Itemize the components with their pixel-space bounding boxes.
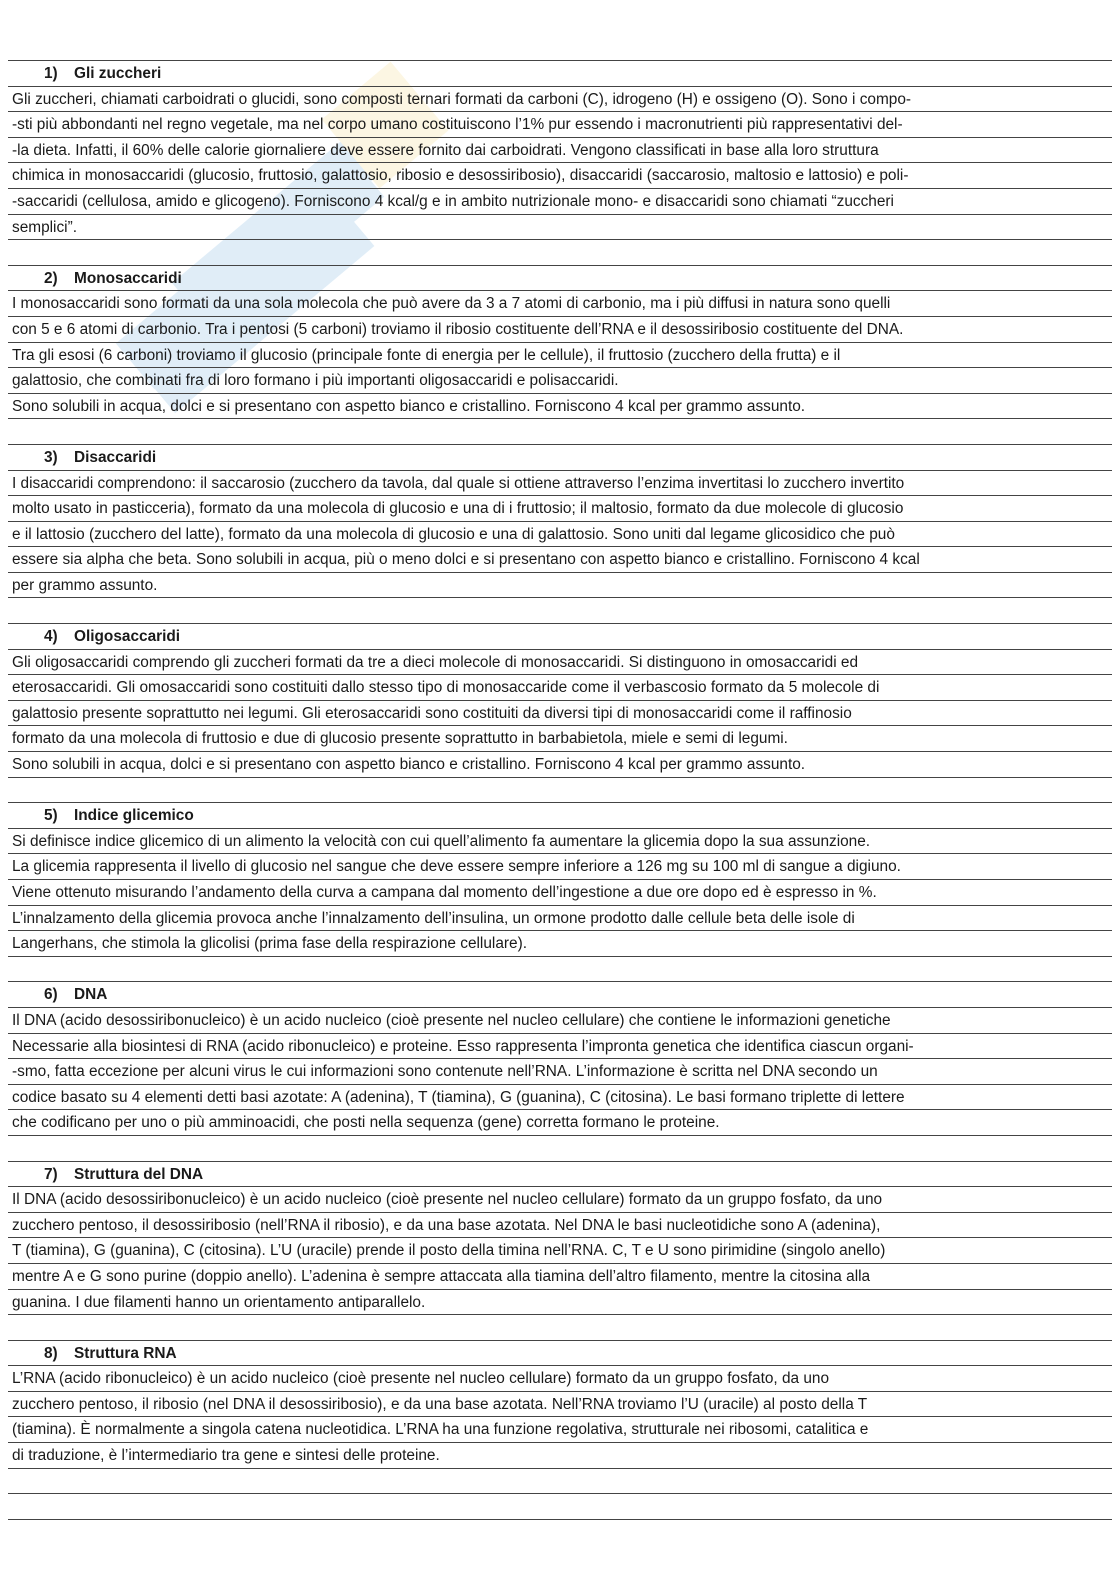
text-line: Il DNA (acido desossiribonucleico) è un acido nucleico (cioè presente nel nucleo cellulare) che contiene le informazioni genetiche [8,1008,1112,1034]
blank-row [8,778,1112,804]
section-title: Indice glicemico [74,807,194,825]
text-line: essere sia alpha che beta. Sono solubili in acqua, più o meno dolci e si presentano con aspetto bianco e cristallino. Forniscono 4 kcal [8,547,1112,573]
section-heading [8,1162,1112,1188]
text-line: Gli zuccheri, chiamati carboidrati o glucidi, sono composti ternari formati da carboni (C), idrogeno (H) e ossigeno (O). Sono i compo- [8,87,1112,113]
section-title: Monosaccaridi [74,269,182,287]
text-line: che codificano per uno o più amminoacidi, che posti nella sequenza (gene) corretta formano le proteine. [8,1110,1112,1136]
text-line: Gli oligosaccaridi comprendo gli zuccheri formati da tre a dieci molecole di monosaccaridi. Si distinguono in omosaccaridi ed [8,650,1112,676]
text-line: -sti più abbondanti nel regno vegetale, ma nel corpo umano costituiscono l’1% pur essendo i macronutrienti più rappresentativi del- [8,112,1112,138]
section-heading [8,1341,1112,1367]
text-line: mentre A e G sono purine (doppio anello). L’adenina è sempre attaccata alla tiamina dell’altro filamento, mentre la citosina alla [8,1264,1112,1290]
text-line: codice basato su 4 elementi detti basi azotate: A (adenina), T (tiamina), G (guanina), C (citosina). Le basi formano triplette di lettere [8,1085,1112,1111]
text-line: T (tiamina), G (guanina), C (citosina). L’U (uracile) prende il posto della timina nell’RNA. C, T e U sono pirimidine (singolo anello) [8,1238,1112,1264]
text-line: Tra gli esosi (6 carboni) troviamo il glucosio (principale fonte di energia per le cellule), il fruttosio (zucchero della frutta) e il [8,343,1112,369]
text-line: galattosio, che combinati fra di loro formano i più importanti oligosaccaridi e polisaccaridi. [8,368,1112,394]
section-number: 2) [44,269,58,287]
text-line: chimica in monosaccaridi (glucosio, fruttosio, galattosio, ribosio e desossiribosio), disaccaridi (saccarosio, maltosio e lattosio) e poli- [8,163,1112,189]
section-title: Oligosaccaridi [74,628,181,646]
section-heading [8,982,1112,1008]
text-line: Il DNA (acido desossiribonucleico) è un acido nucleico (cioè presente nel nucleo cellulare) formato da un gruppo fosfato, da uno [8,1187,1112,1213]
blank-row [8,598,1112,624]
section-heading [8,61,1112,87]
text-line: L’innalzamento della glicemia provoca anche l’innalzamento dell’insulina, un ormone prodotto dalle cellule beta delle isole di [8,906,1112,932]
text-line: Viene ottenuto misurando l’andamento della curva a campana dal momento dell’ingestione a due ore dopo ed è espresso in %. [8,880,1112,906]
text-line: con 5 e 6 atomi di carbonio. Tra i pentosi (5 carboni) troviamo il ribosio costituente dell’RNA e il desossiribosio costituente del DNA. [8,317,1112,343]
section-heading [8,803,1112,829]
text-line: (tiamina). È normalmente a singola catena nucleotidica. L’RNA ha una funzione regolativa, strutturale nei ribosomi, catalitica e [8,1417,1112,1443]
text-line: Langerhans, che stimola la glicolisi (prima fase della respirazione cellulare). [8,931,1112,957]
text-line: Necessarie alla biosintesi di RNA (acido ribonucleico) e proteine. Esso rappresenta l’impronta genetica che identifica ciascun organi- [8,1034,1112,1060]
blank-row [8,240,1112,266]
blank-row [8,1315,1112,1341]
text-line: I disaccaridi comprendono: il saccarosio (zucchero da tavola, dal quale si ottiene attraverso l’enzima invertitasi lo zucchero invertito [8,471,1112,497]
section-number: 8) [44,1344,58,1362]
document-table [8,60,1112,1520]
section-title: Disaccaridi [74,448,157,466]
text-line: e il lattosio (zucchero del latte), formato da una molecola di glucosio e una di galattosio. Sono uniti dal legame glicosidico che può [8,522,1112,548]
section-title: DNA [74,986,108,1004]
text-line: di traduzione, è l’intermediario tra gene e sintesi delle proteine. [8,1443,1112,1469]
text-line: -saccaridi (cellulosa, amido e glicogeno). Forniscono 4 kcal/g e in ambito nutrizionale mono- e disaccaridi sono chiamati “zuccheri [8,189,1112,215]
section-title: Gli zuccheri [74,65,162,82]
section-heading [8,266,1112,292]
blank-row [8,1136,1112,1162]
text-line: formato da una molecola di fruttosio e due di glucosio presente soprattutto in barbabietola, miele e semi di legumi. [8,726,1112,752]
text-line: zucchero pentoso, il ribosio (nel DNA il desossiribosio), e da una base azotata. Nell’RNA troviamo l’U (uracile) al posto della T [8,1392,1112,1418]
blank-row [8,419,1112,445]
text-line: semplici”. [8,215,1112,241]
text-line: zucchero pentoso, il desossiribosio (nell’RNA il ribosio), e da una base azotata. Nel DNA le basi nucleotidiche sono A (adenina), [8,1213,1112,1239]
text-line: guanina. I due filamenti hanno un orientamento antiparallelo. [8,1290,1112,1316]
blank-row [8,1469,1112,1495]
text-line: Sono solubili in acqua, dolci e si presentano con aspetto bianco e cristallino. Forniscono 4 kcal per grammo assunto. [8,752,1112,778]
blank-row [8,1494,1112,1520]
blank-row [8,957,1112,983]
text-line: Sono solubili in acqua, dolci e si presentano con aspetto bianco e cristallino. Forniscono 4 kcal per grammo assunto. [8,394,1112,420]
section-heading [8,445,1112,471]
text-line: eterosaccaridi. Gli omosaccaridi sono costituiti dallo stesso tipo di monosaccaride come il verbascosio formato da 5 molecole di [8,675,1112,701]
text-line: I monosaccaridi sono formati da una sola molecola che può avere da 3 a 7 atomi di carbonio, ma i più diffusi in natura sono quelli [8,291,1112,317]
section-number: 4) [44,628,58,646]
section-number: 5) [44,807,58,825]
text-line: per grammo assunto. [8,573,1112,599]
text-line: Si definisce indice glicemico di un alimento la velocità con cui quell’alimento fa aumentare la glicemia dopo la sua assunzione. [8,829,1112,855]
text-line: galattosio presente soprattutto nei legumi. Gli eterosaccaridi sono costituiti da diversi tipi di monosaccaridi come il raffinosio [8,701,1112,727]
text-line: -la dieta. Infatti, il 60% delle calorie giornaliere deve essere fornito dai carboidrati. Vengono classificati in base alla loro struttura [8,138,1112,164]
text-line: molto usato in pasticceria), formato da una molecola di glucosio e una di i fruttosio; il maltosio, formato da due molecole di glucosio [8,496,1112,522]
section-title: Struttura RNA [74,1344,177,1362]
text-line: La glicemia rappresenta il livello di glucosio nel sangue che deve essere sempre inferiore a 126 mg su 100 ml di sangue a digiuno. [8,854,1112,880]
section-number: 7) [44,1165,58,1183]
section-number: 6) [44,986,58,1004]
section-title: Struttura del DNA [74,1165,204,1183]
section-number: 3) [44,448,58,466]
section-heading [8,624,1112,650]
text-line: -smo, fatta eccezione per alcuni virus le cui informazioni sono contenute nell’RNA. L’informazione è scritta nel DNA secondo un [8,1059,1112,1085]
section-number: 1) [44,65,58,82]
text-line: L’RNA (acido ribonucleico) è un acido nucleico (cioè presente nel nucleo cellulare) formato da un gruppo fosfato, da uno [8,1366,1112,1392]
